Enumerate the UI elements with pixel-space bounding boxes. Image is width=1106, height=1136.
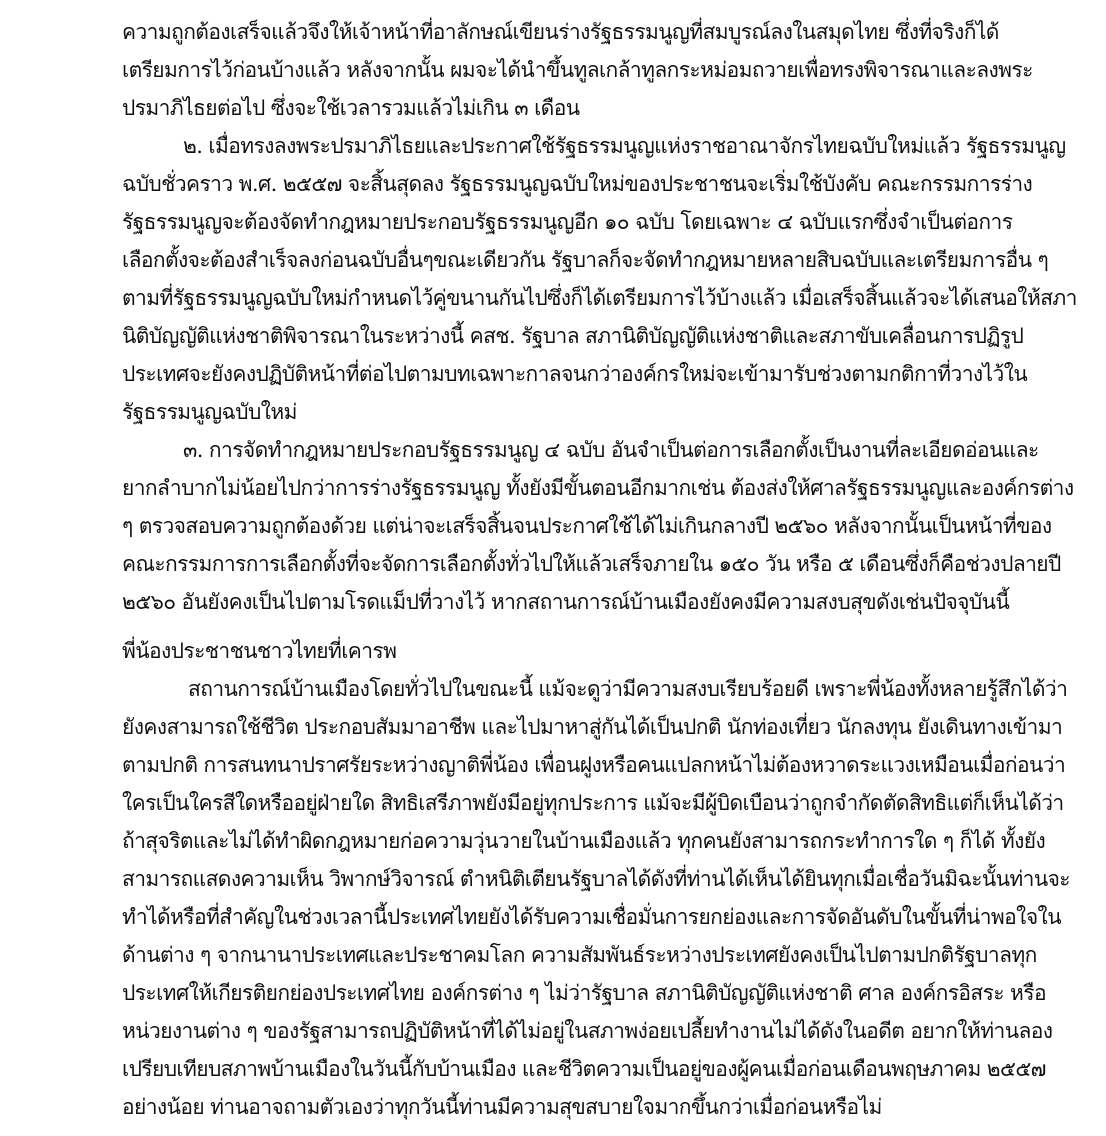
text-line: ตามที่รัฐธรรมนูญฉบับใหม่กำหนดไว้คู่ขนานกันไปซึ่งก็ได้เตรียมการไว้บ้างแล้ว เมื่อเสร็จสิ้นแล้วจะได้เสนอให้สภา bbox=[122, 286, 1077, 310]
text-line: ความถูกต้องเสร็จแล้วจึงให้เจ้าหน้าที่อาลักษณ์เขียนร่างรัฐธรรมนูญที่สมบูรณ์ลงในสมุดไทย ซึ่งที่จริงก็ได้ bbox=[122, 20, 999, 44]
text-line: ตามปกติ การสนทนาปราศรัยระหว่างญาติพี่น้อง เพื่อนฝูงหรือคนแปลกหน้าไม่ต้องหวาดระแวงเหมือนเมื่อก่อนว่า bbox=[122, 753, 1066, 777]
text-line: เปรียบเทียบสภาพบ้านเมืองในวันนี้กับบ้านเมือง และชีวิตความเป็นอยู่ของผู้คนเมื่อก่อนเดือนพฤษภาคม ๒๕๕๗ bbox=[122, 1057, 1046, 1081]
text-line: ประเทศให้เกียรติยกย่องประเทศไทย องค์กรต่าง ๆ ไม่ว่ารัฐบาล สภานิติบัญญัติแห่งชาติ ศาล องค์กรอิสระ หรือ bbox=[122, 981, 1046, 1005]
text-line: หน่วยงานต่าง ๆ ของรัฐสามารถปฏิบัติหน้าที่ได้ไม่อยู่ในสภาพง่อยเปลี้ยทำงานไม่ได้ดังในอดีต อยากให้ท่านลอง bbox=[122, 1019, 1053, 1043]
text-line: ยากลำบากไม่น้อยไปกว่าการร่างรัฐธรรมนูญ ทั้งยังมีขั้นตอนอีกมากเช่น ต้องส่งให้ศาลรัฐธรรมนูญและองค์กรต่าง bbox=[122, 476, 1074, 500]
text-line: นิติบัญญัติแห่งชาติพิจารณาในระหว่างนี้ คสช. รัฐบาล สภานิติบัญญัติแห่งชาติและสภาขับเคลื่อนการปฏิรูป bbox=[122, 324, 1024, 348]
text-line: ๒๕๖๐ อันยังคงเป็นไปตามโรดแม็ปที่วางไว้ หากสถานการณ์บ้านเมืองยังคงมีความสงบสุขดังเช่นปัจจุบันนี้ bbox=[122, 590, 1010, 614]
text-line: เตรียมการไว้ก่อนบ้างแล้ว หลังจากนั้น ผมจะได้นำขึ้นทูลเกล้าทูลกระหม่อมถวายเพื่อทรงพิจารณาและลงพระ bbox=[122, 58, 1033, 82]
text-line: ประเทศจะยังคงปฏิบัติหน้าที่ต่อไปตามบทเฉพาะกาลจนกว่าองค์กรใหม่จะเข้ามารับช่วงตามกติกาที่วางไว้ใน bbox=[122, 362, 1028, 386]
text-line: รัฐธรรมนูญจะต้องจัดทำกฎหมายประกอบรัฐธรรมนูญอีก ๑๐ ฉบับ โดยเฉพาะ ๔ ฉบับแรกซึ่งจำเป็นต่อการ bbox=[122, 210, 1013, 234]
text-line: ถ้าสุจริตและไม่ได้ทำผิดกฎหมายก่อความวุ่นวายในบ้านเมืองแล้ว ทุกคนยังสามารถกระทำการใด ๆ ก็ได้ ทั้งยัง bbox=[122, 829, 1046, 853]
text-line: ปรมาภิไธยต่อไป ซึ่งจะใช้เวลารวมแล้วไม่เกิน ๓ เดือน bbox=[122, 96, 580, 120]
text-line: ทำได้หรือที่สำคัญในช่วงเวลานี้ประเทศไทยยังได้รับความเชื่อมั่นการยกย่องและการจัดอันดับในขั้นที่น่าพอใจใน bbox=[122, 905, 1061, 929]
text-line: อย่างน้อย ท่านอาจถามตัวเองว่าทุกวันนี้ท่านมีความสุขสบายใจมากขึ้นกว่าเมื่อก่อนหรือไม่ bbox=[122, 1095, 882, 1119]
salutation-heading: พี่น้องประชาชนชาวไทยที่เคารพ bbox=[122, 639, 397, 663]
text-line: ยังคงสามารถใช้ชีวิต ประกอบสัมมาอาชีพ และไปมาหาสู่กันได้เป็นปกติ นักท่องเที่ยว นักลงทุน ยังเดินทางเข้ามา bbox=[122, 715, 1063, 739]
text-line: คณะกรรมการการเลือกตั้งที่จะจัดการเลือกตั้งทั่วไปให้แล้วเสร็จภายใน ๑๕๐ วัน หรือ ๕ เดือนซึ่งก็คือช่วงปลายปี bbox=[122, 552, 1061, 576]
text-line: ๆ ตรวจสอบความถูกต้องด้วย แต่น่าจะเสร็จสิ้นจนประกาศใช้ได้ไม่เกินกลางปี ๒๕๖๐ หลังจากนั้นเป็นหน้าที่ของ bbox=[122, 514, 1052, 538]
text-line: สามารถแสดงความเห็น วิพากษ์วิจารณ์ ตำหนิติเตียนรัฐบาลได้ดังที่ท่านได้เห็นได้ยินทุกเมื่อเชื่อวันมิฉะนั้นท่านจะ bbox=[122, 867, 1070, 891]
text-line: เลือกตั้งจะต้องสำเร็จลงก่อนฉบับอื่นๆขณะเดียวกัน รัฐบาลก็จะจัดทำกฎหมายหลายสิบฉบับและเตรียมการอื่น ๆ bbox=[122, 248, 1049, 272]
text-line: ฉบับชั่วคราว พ.ศ. ๒๕๕๗ จะสิ้นสุดลง รัฐธรรมนูญฉบับใหม่ของประชาชนจะเริ่มใช้บังคับ คณะกรรมการร่าง bbox=[122, 172, 1033, 196]
text-line: รัฐธรรมนูญฉบับใหม่ bbox=[122, 400, 297, 424]
numbered-paragraph-3-start: ๓. การจัดทำกฎหมายประกอบรัฐธรรมนูญ ๔ ฉบับ อันจำเป็นต่อการเลือกตั้งเป็นงานที่ละเอียดอ่อนและ bbox=[183, 438, 1039, 462]
paragraph-start: สถานการณ์บ้านเมืองโดยทั่วไปในขณะนี้ แม้จะดูว่ามีความสงบเรียบร้อยดี เพราะพี่น้องทั้งหลายรู้สึกได้ว่า bbox=[188, 677, 1068, 701]
text-line: ใครเป็นใครสีใดหรืออยู่ฝ่ายใด สิทธิเสรีภาพยังมีอยู่ทุกประการ แม้จะมีผู้บิดเบือนว่าถูกจำกัดตัดสิทธิแต่ก็เห็นได้ว่า bbox=[122, 791, 1064, 815]
numbered-paragraph-2-start: ๒. เมื่อทรงลงพระปรมาภิไธยและประกาศใช้รัฐธรรมนูญแห่งราชอาณาจักรไทยฉบับใหม่แล้ว รัฐธรรมนูญ bbox=[183, 134, 1066, 158]
text-line: ด้านต่าง ๆ จากนานาประเทศและประชาคมโลก ความสัมพันธ์ระหว่างประเทศยังคงเป็นไปตามปกติรัฐบาลทุก bbox=[122, 943, 1037, 967]
